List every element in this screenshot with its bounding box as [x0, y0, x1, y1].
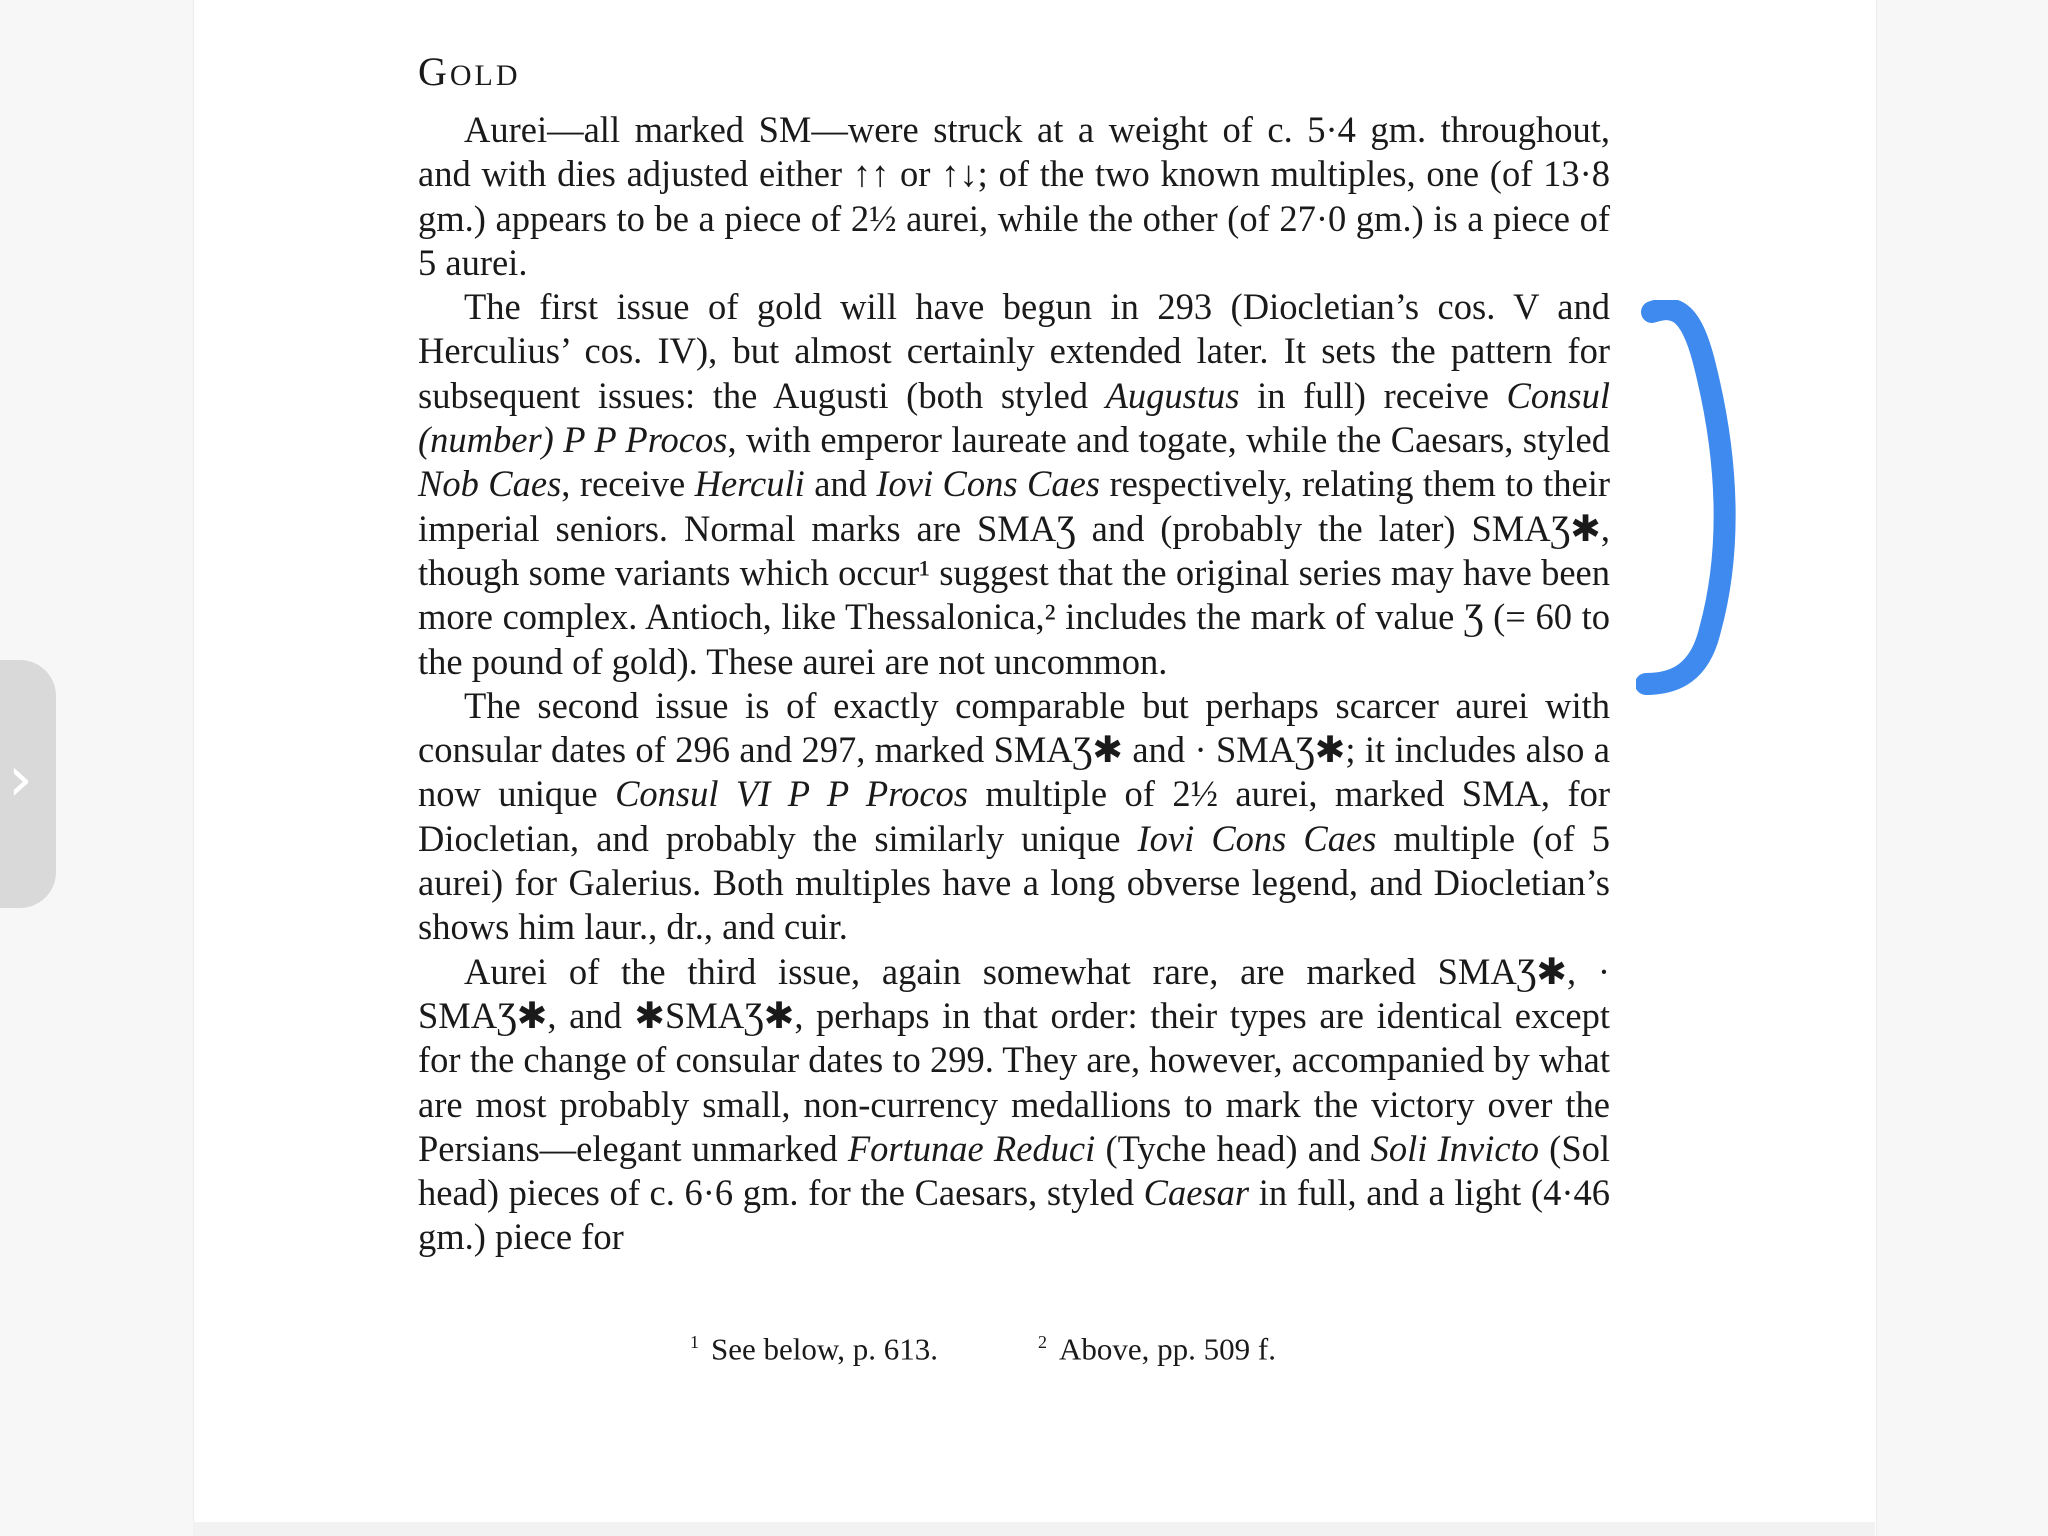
- p2-text-2: in full) receive: [1239, 374, 1507, 416]
- paragraph-1: Aurei—all marked SM—were struck at a weight of c. 5·4 gm. throughout, and with dies adjusted either ↑↑ or ↑↓; of the two known multiples, one (of 13·8 gm.) appears to be a piece of 2½ aurei, while the other (of 27·0 gm.) is a piece of 5 aurei.: [418, 109, 1610, 283]
- p4-text-1: Aurei of the third issue, again somewhat rare, are marked SMAƷ✱, · SMAƷ✱, and ✱SMAƷ✱, perhaps in that order: their types are identical except for the change of consular dates to 299. They are, however, accompanied by what are most probably small, non-currency medallions to mark the victory over the Persians—elegant unmarked: [418, 950, 1610, 1169]
- paragraph-2: [418, 285, 1610, 684]
- chevron-right-icon[interactable]: ›: [8, 742, 33, 815]
- p2-text-6: respectively, relating them to their imperial seniors. Normal marks are SMAƷ and (probably the later) SMAƷ✱, though some variants which occur¹ suggest that the original series may have been more complex. Antioch, like Thessalonica,² includes the mark of value Ʒ (= 60 to the pound of gold). These aurei are not uncommon.: [418, 463, 1610, 682]
- p2-text-4: , receive: [561, 463, 695, 505]
- footnote-1-number: 1: [690, 1332, 699, 1352]
- p3-text-3: multiple (of 5 aurei) for Galerius. Both multiples have a long obverse legend, and Diocletian’s shows him laur., dr., and cuir.: [418, 817, 1611, 948]
- p2-italic-5: Iovi Cons Caes: [876, 463, 1101, 505]
- p4-italic-2: Soli Invicto: [1370, 1127, 1539, 1169]
- footnote-2-text: Above, pp. 509 f.: [1059, 1331, 1276, 1367]
- p2-italic-1: Augustus: [1105, 374, 1240, 416]
- p2-italic-3: Nob Caes: [418, 463, 562, 505]
- heading-first-letter: G: [418, 49, 450, 94]
- p4-italic-1: Fortunae Reduci: [847, 1127, 1096, 1169]
- p3-text-1: The second issue is of exactly comparable but perhaps scarcer aurei with consular dates of 296 and 297, marked SMAƷ✱ and · SMAƷ✱; it includes also a now unique: [418, 684, 1610, 815]
- p2-text-3: , with emperor laureate and togate, while the Caesars, styled: [727, 419, 1610, 461]
- annotation-stroke: [1646, 309, 1725, 684]
- p2-italic-4: Herculi: [694, 463, 805, 505]
- footnote-2-number: 2: [1038, 1332, 1048, 1352]
- p2-text-5: and: [804, 463, 877, 505]
- page-text: [418, 46, 1610, 1260]
- footnote-1-text: See below, p. 613.: [711, 1331, 939, 1367]
- p2-text-1: The first issue of gold will have begun in 293 (Diocletian’s cos. V and Herculius’ cos. IV), but almost certainly extended later. It sets the pattern for subsequent issues: the Augusti (both styled: [418, 286, 1610, 416]
- p3-italic-1: Consul VI P P Procos: [615, 773, 968, 815]
- heading-rest: OLD: [449, 59, 521, 92]
- footnotes: [690, 1322, 1410, 1369]
- p3-text-2: multiple of 2½ aurei, marked SMA, for Diocletian, and probably the similarly unique: [418, 773, 1610, 859]
- p3-italic-2: Iovi Cons Caes: [1137, 817, 1377, 859]
- p4-text-4: in full, and a light (4·46 gm.) piece for: [418, 1172, 1610, 1258]
- paragraph-4: [418, 950, 1610, 1260]
- paragraph-3: [418, 684, 1610, 950]
- side-panel-handle[interactable]: [0, 660, 56, 908]
- footnote-1: [690, 1322, 938, 1369]
- p4-text-2: (Tyche head) and: [1095, 1127, 1371, 1169]
- bracket-annotation[interactable]: [1636, 300, 1756, 700]
- footnote-2: [1038, 1322, 1276, 1369]
- p4-italic-3: Caesar: [1143, 1172, 1250, 1214]
- p4-text-3: (Sol head) pieces of c. 6·6 gm. for the Caesars, styled: [418, 1127, 1611, 1214]
- page-bottom-edge: [193, 1522, 1875, 1536]
- section-heading: [418, 46, 1610, 102]
- p2-italic-2: Consul (number) P P Procos: [418, 374, 1610, 461]
